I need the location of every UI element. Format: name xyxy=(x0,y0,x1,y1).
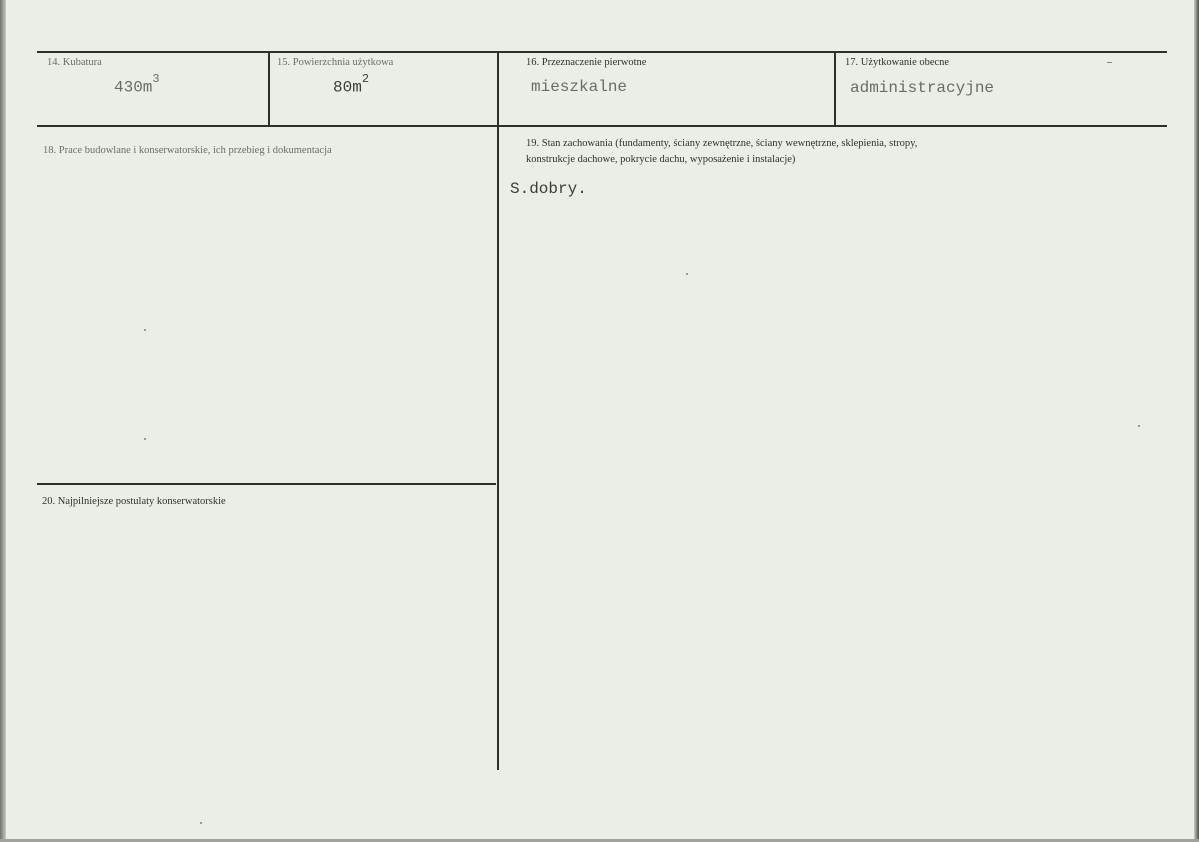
card-edge-right xyxy=(1194,0,1199,842)
paper-speck xyxy=(1138,425,1140,427)
field-15-label: 15. Powierzchnia użytkowa xyxy=(277,57,394,68)
field-17-label: 17. Użytkowanie obecne xyxy=(845,57,950,68)
field-18-label: 18. Prace budowlane i konserwatorskie, ich przebieg i dokumentacja xyxy=(43,145,332,156)
field-19-value: S.dobry. xyxy=(510,180,587,198)
field-15-value-exponent: 2 xyxy=(361,72,370,86)
row1-bottom-rule xyxy=(37,125,1167,127)
left-column-divider-rule xyxy=(37,483,496,485)
field-19-label-line1: 19. Stan zachowania (fundamenty, ściany zewnętrzne, ściany wewnętrzne, sklepienia, stropy, xyxy=(526,138,918,149)
field-16-label: 16. Przeznaczenie pierwotne xyxy=(526,57,647,68)
paper-speck xyxy=(144,438,146,440)
field-20-label: 20. Najpilniejsze postulaty konserwatorskie xyxy=(42,496,226,507)
card-edge-left xyxy=(0,0,6,842)
divider-14-15 xyxy=(268,51,270,126)
paper-speck xyxy=(144,329,146,331)
divider-16-17 xyxy=(834,51,836,126)
field-16-value: mieszkalne xyxy=(531,78,628,96)
field-14-value xyxy=(114,72,160,97)
paper-speck xyxy=(686,273,688,275)
main-column-divider xyxy=(497,51,499,770)
field-14-value-text: 430m xyxy=(114,78,153,97)
field-19-label-line2: konstrukcje dachowe, pokrycie dachu, wyposażenie i instalacje) xyxy=(526,154,796,165)
field-17-value: administracyjne xyxy=(850,79,995,97)
field-14-label: 14. Kubatura xyxy=(47,57,102,68)
paper-speck xyxy=(200,822,202,824)
field-15-value-text: 80m xyxy=(333,78,362,97)
field-14-value-exponent: 3 xyxy=(152,72,160,86)
paper-speck xyxy=(1107,62,1112,63)
field-15-value xyxy=(333,72,370,97)
top-rule xyxy=(37,51,1167,53)
